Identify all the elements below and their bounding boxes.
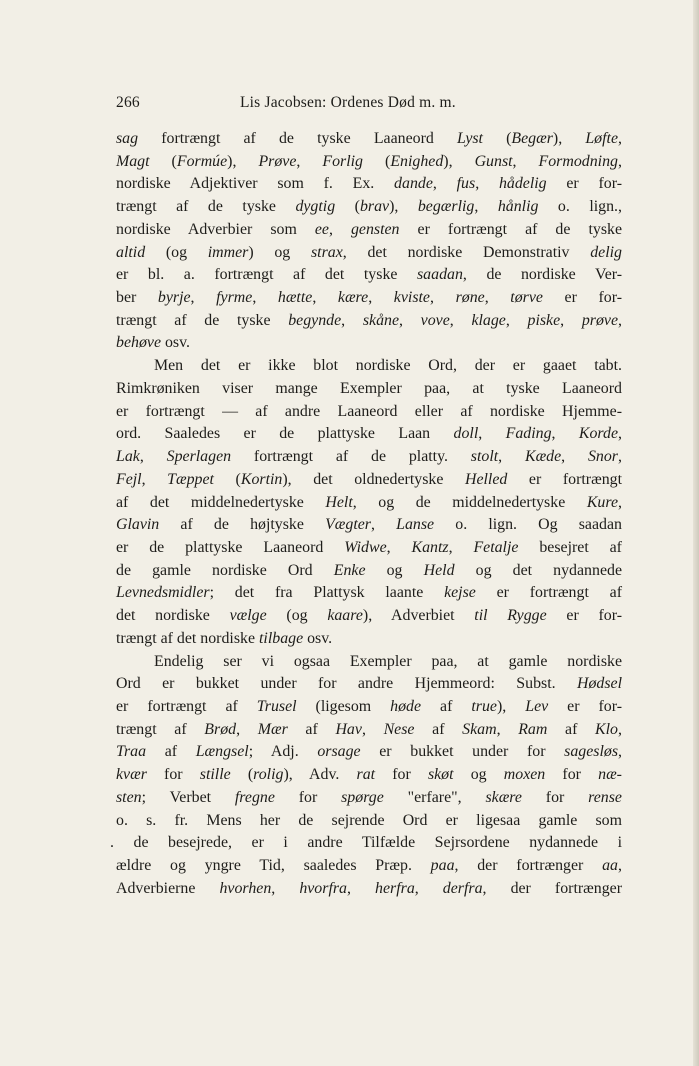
text-run: for xyxy=(545,766,599,784)
text-run: , xyxy=(386,538,412,556)
italic-word: ee xyxy=(314,220,329,238)
text-run: o. lign. Og saadan xyxy=(434,516,622,534)
text-run: ), Adverbiet xyxy=(362,607,475,625)
text-run: for xyxy=(274,788,342,806)
italic-word: Widwe xyxy=(344,538,387,556)
text-run: af xyxy=(414,720,463,738)
italic-word: Enighed xyxy=(390,152,444,170)
italic-word: orsage xyxy=(317,743,361,761)
text-line xyxy=(116,628,622,651)
italic-word: dande xyxy=(394,175,433,193)
italic-word: hånlig xyxy=(497,198,539,216)
text-run: , xyxy=(498,448,525,466)
text-run: "erfare", xyxy=(383,788,486,806)
text-line xyxy=(116,810,622,833)
text-line xyxy=(116,878,622,901)
italic-word: brav xyxy=(359,198,390,216)
text-run: nordiske Adjektiver som f. Ex. xyxy=(116,175,395,193)
text-run: , xyxy=(512,152,539,170)
italic-word: moxen xyxy=(503,766,546,784)
text-run: , xyxy=(618,311,622,329)
italic-word: doll xyxy=(453,425,479,443)
italic-word: byrje xyxy=(157,289,191,307)
italic-word: Enke xyxy=(333,561,366,579)
text-run: , xyxy=(618,493,622,511)
italic-word: skøt xyxy=(427,766,454,784)
text-run: . de besejrede, er i andre Tilfælde Sejrsordene nydannede i xyxy=(110,834,622,852)
text-run: trængt af de tyske xyxy=(116,311,289,329)
text-line xyxy=(116,332,622,355)
text-run: ; Adj. xyxy=(248,743,318,761)
text-run: er fortrængt af xyxy=(475,584,622,602)
text-run: er fortrængt — af andre Laaneord eller af nordiske Hjemme- xyxy=(116,402,622,420)
italic-word: fus xyxy=(456,175,476,193)
italic-word: Begær xyxy=(511,130,553,147)
italic-word: Løfte xyxy=(585,130,619,147)
text-run: , xyxy=(432,175,457,193)
italic-word: Ram xyxy=(518,720,548,738)
text-run: er de plattyske Laaneord xyxy=(116,538,345,556)
italic-word: Formodning xyxy=(538,152,618,170)
italic-word: Klo xyxy=(595,720,619,738)
text-run: fortrængt af de tyske Laaneord xyxy=(138,130,457,147)
italic-word: dygtig xyxy=(295,198,336,216)
text-run: er for- xyxy=(546,607,622,625)
text-line xyxy=(116,696,622,719)
text-line xyxy=(116,173,622,196)
text-run: , xyxy=(414,879,443,897)
italic-word: kejse xyxy=(444,584,476,602)
text-run: for xyxy=(521,788,589,806)
italic-word: Fejl xyxy=(116,470,142,488)
italic-word: vælge xyxy=(229,607,267,625)
italic-word: Tæppet xyxy=(167,470,214,488)
page-number: 266 xyxy=(116,94,140,111)
italic-word: Sperlagen xyxy=(166,448,232,466)
text-run: , der fortrænger xyxy=(482,879,622,897)
text-line xyxy=(116,423,622,446)
text-run: af xyxy=(547,720,596,738)
text-line xyxy=(116,196,622,219)
text-run: nordiske Adverbier som xyxy=(116,220,315,238)
page-edge xyxy=(693,0,699,1066)
text-run: ( xyxy=(363,152,391,170)
italic-word: immer xyxy=(207,243,249,261)
italic-word: fyrme xyxy=(216,289,253,307)
text-line xyxy=(116,537,622,560)
text-run: , xyxy=(618,448,622,466)
text-run: osv. xyxy=(303,629,333,647)
text-run: , xyxy=(448,538,474,556)
text-run: , xyxy=(296,152,323,170)
text-run: for xyxy=(146,766,200,784)
italic-word: stille xyxy=(199,766,231,784)
italic-word: piske xyxy=(527,311,561,329)
text-run: , xyxy=(551,425,579,443)
text-run: er for- xyxy=(546,175,622,193)
text-run: , xyxy=(429,289,456,307)
italic-word: gensten xyxy=(350,220,400,238)
italic-word: Helt xyxy=(325,493,353,511)
text-run: o. s. fr. Mens her de sejrende Ord er ligesaa gamle som xyxy=(116,811,622,829)
text-line xyxy=(116,264,622,287)
italic-word: prøve xyxy=(581,311,619,329)
text-run: , xyxy=(618,425,622,443)
text-run: ber xyxy=(116,289,158,307)
text-run: Ord er bukket under for andre Hjemmeord: Subst. xyxy=(116,675,577,693)
text-run: er for- xyxy=(542,289,622,307)
italic-word: sten xyxy=(116,788,142,806)
text-run: , xyxy=(478,425,506,443)
italic-word: true xyxy=(471,697,497,715)
italic-word: Kure xyxy=(586,493,619,511)
italic-word: rat xyxy=(356,766,376,784)
italic-word: røne xyxy=(455,289,485,307)
italic-word: hådelig xyxy=(498,175,547,193)
italic-word: klage xyxy=(471,311,506,329)
italic-word: Glavin xyxy=(116,516,160,534)
italic-word: Kantz xyxy=(411,538,449,556)
italic-word: hvorhen xyxy=(219,879,272,897)
text-line xyxy=(116,514,622,537)
italic-word: Hav xyxy=(335,720,362,738)
italic-word: Lanse xyxy=(396,516,435,534)
text-run: , xyxy=(399,311,421,329)
text-run: ældre og yngre Tid, saaledes Præp. xyxy=(116,857,431,874)
text-run: , xyxy=(505,311,528,329)
italic-word: Magt xyxy=(116,152,150,170)
text-run: ( xyxy=(213,470,241,488)
italic-word: sag xyxy=(116,130,139,147)
text-line xyxy=(116,741,622,764)
italic-word: saadan xyxy=(417,266,463,284)
italic-word: kvær xyxy=(116,766,147,784)
text-run: af xyxy=(146,743,196,761)
text-run: og xyxy=(453,766,504,784)
italic-word: tilbage xyxy=(259,629,304,647)
text-run: ( xyxy=(230,766,254,784)
text-line xyxy=(116,355,622,378)
italic-word: kviste xyxy=(393,289,430,307)
text-run: trængt af de tyske xyxy=(116,198,296,216)
text-run: , xyxy=(236,720,258,738)
italic-word: rolig xyxy=(253,766,284,784)
italic-word: begynde xyxy=(288,311,342,329)
text-line xyxy=(116,151,622,174)
text-run: , xyxy=(449,311,472,329)
text-run: ), xyxy=(227,152,259,170)
text-run: , og de middelnedertyske xyxy=(352,493,587,511)
text-line xyxy=(116,787,622,810)
text-run: fortrængt af de platty. xyxy=(231,448,471,466)
text-run: ) og xyxy=(248,243,311,261)
italic-word: strax xyxy=(310,243,343,261)
text-run: ( xyxy=(482,130,512,147)
text-run: de gamle nordiske Ord xyxy=(116,561,334,579)
running-header xyxy=(116,94,620,114)
italic-word: Fading xyxy=(505,425,552,443)
text-run: ( xyxy=(149,152,177,170)
text-run: , xyxy=(139,448,167,466)
text-run: trængt af det nordiske xyxy=(116,629,259,647)
text-line xyxy=(116,401,622,424)
text-run: ), xyxy=(496,697,526,715)
text-run: , xyxy=(618,152,622,170)
italic-word: Gunst xyxy=(474,152,513,170)
text-line xyxy=(116,605,622,628)
text-run: , xyxy=(347,879,376,897)
text-run: af det middelnedertyske xyxy=(116,493,326,511)
text-line xyxy=(110,832,622,855)
italic-word: Korde xyxy=(578,425,619,443)
italic-word: derfra xyxy=(442,879,483,897)
text-run: osv. xyxy=(161,334,190,352)
text-run: ( xyxy=(335,198,360,216)
text-run: Adverbierne xyxy=(116,879,220,897)
text-run: ), det oldnedertyske xyxy=(282,470,465,488)
italic-word: høde xyxy=(390,697,422,715)
italic-word: Lev xyxy=(525,697,549,715)
italic-word: Skam xyxy=(462,720,497,738)
text-run: , xyxy=(312,289,338,307)
body-text xyxy=(110,128,623,900)
text-line xyxy=(116,673,622,696)
text-line xyxy=(116,287,622,310)
text-line xyxy=(116,469,622,492)
italic-word: herfra xyxy=(375,879,415,897)
italic-word: Snor xyxy=(587,448,618,466)
italic-word: skære xyxy=(485,788,522,806)
text-run: det nordiske xyxy=(116,607,230,625)
italic-word: fregne xyxy=(234,788,275,806)
italic-word: Lyst xyxy=(456,130,483,147)
italic-word: til Rygge xyxy=(474,607,547,625)
text-line xyxy=(116,128,622,151)
text-run: Endelig ser vi ogsaa Exempler paa, at gamle nordiske xyxy=(154,652,622,670)
italic-word: Helled xyxy=(464,470,508,488)
text-run: er fortrængt xyxy=(507,470,622,488)
italic-word: Forlig xyxy=(322,152,364,170)
text-run: , xyxy=(484,289,511,307)
text-run: o. lign., xyxy=(538,198,623,216)
text-run: og xyxy=(365,561,424,579)
italic-word: Mær xyxy=(257,720,288,738)
text-run: , xyxy=(252,289,278,307)
text-run: besejret af xyxy=(518,538,622,556)
text-line xyxy=(116,219,622,242)
text-run: er fortrængt af xyxy=(116,697,257,715)
text-run: , xyxy=(370,516,397,534)
text-run: for xyxy=(375,766,428,784)
text-run: , xyxy=(190,289,217,307)
text-run: , xyxy=(474,198,498,216)
italic-word: Kæde xyxy=(524,448,562,466)
italic-word: Trusel xyxy=(256,697,297,715)
text-run: , xyxy=(361,720,384,738)
italic-word: Held xyxy=(423,561,455,579)
text-run: er bukket under for xyxy=(360,743,565,761)
italic-word: hætte xyxy=(277,289,313,307)
text-run: (og xyxy=(145,243,208,261)
italic-word: Vægter xyxy=(325,516,371,534)
italic-word: spørge xyxy=(341,788,384,806)
text-run: , der fortrænger xyxy=(454,857,603,874)
italic-word: næ- xyxy=(598,766,622,784)
italic-word: Traa xyxy=(116,743,147,761)
text-run: , de nordiske Ver- xyxy=(462,266,623,284)
text-run: , xyxy=(328,220,351,238)
text-run: ; Verbet xyxy=(141,788,235,806)
italic-word: kære xyxy=(337,289,369,307)
text-run: ord. Saaledes er de plattyske Laan xyxy=(116,425,454,443)
text-run: , xyxy=(271,879,300,897)
text-run: , xyxy=(475,175,499,193)
text-line xyxy=(116,855,622,878)
text-line xyxy=(116,446,622,469)
italic-word: Fetalje xyxy=(473,538,519,556)
text-line xyxy=(116,719,622,742)
italic-word: tørve xyxy=(510,289,543,307)
text-run: af xyxy=(421,697,472,715)
text-line xyxy=(116,651,622,674)
text-run: Rimkrøniken viser mange Exempler paa, at tyske Laaneord xyxy=(116,379,622,397)
italic-word: aa xyxy=(602,857,618,874)
text-run: , xyxy=(341,311,363,329)
text-run: og det nydannede xyxy=(454,561,622,579)
text-run: , xyxy=(618,857,622,874)
italic-word: kaare xyxy=(327,607,363,625)
text-run: , xyxy=(496,720,519,738)
text-run: er for- xyxy=(548,697,623,715)
text-line xyxy=(116,764,622,787)
text-run: ), Adv. xyxy=(283,766,357,784)
text-run: trængt af xyxy=(116,720,205,738)
text-line xyxy=(116,560,622,583)
italic-word: altid xyxy=(116,243,146,261)
italic-word: Kortin xyxy=(240,470,283,488)
italic-word: Levnedsmidler xyxy=(116,584,210,602)
italic-word: Prøve xyxy=(258,152,297,170)
italic-word: Nese xyxy=(383,720,415,738)
text-run: ), xyxy=(443,152,475,170)
italic-word: Formúe xyxy=(176,152,228,170)
text-run: , xyxy=(618,130,622,147)
italic-word: Længsel xyxy=(195,743,249,761)
text-run: , xyxy=(618,743,623,761)
italic-word: Hødsel xyxy=(576,675,622,693)
text-run: af de højtyske xyxy=(159,516,326,534)
text-run: ), xyxy=(552,130,586,147)
text-run: , xyxy=(561,448,588,466)
text-line xyxy=(116,582,622,605)
running-title: Lis Jacobsen: Ordenes Død m. m. xyxy=(240,94,456,111)
text-run: , xyxy=(618,720,622,738)
italic-word: stolt xyxy=(470,448,499,466)
text-line xyxy=(116,378,622,401)
text-run: , xyxy=(560,311,582,329)
italic-word: vove xyxy=(420,311,450,329)
italic-word: skåne xyxy=(362,311,400,329)
italic-word: hvorfra xyxy=(299,879,347,897)
text-run: er fortrængt af de tyske xyxy=(399,220,623,238)
italic-word: behøve xyxy=(116,334,161,352)
text-run: Men det er ikke blot nordiske Ord, der er gaaet tabt. xyxy=(154,357,622,375)
italic-word: begærlig xyxy=(417,198,475,216)
text-run: , det nordiske Demonstrativ xyxy=(342,243,591,261)
text-run: , xyxy=(141,470,168,488)
italic-word: paa xyxy=(430,857,455,874)
italic-word: Brød xyxy=(204,720,237,738)
text-run: ), xyxy=(389,198,418,216)
text-line xyxy=(116,242,622,265)
italic-word: delig xyxy=(590,243,622,261)
text-run: af xyxy=(287,720,336,738)
italic-word: sagesløs xyxy=(564,743,619,761)
text-line xyxy=(116,492,622,515)
italic-word: rense xyxy=(588,788,622,806)
text-line xyxy=(116,310,622,333)
text-run: (og xyxy=(266,607,328,625)
text-run: , xyxy=(368,289,394,307)
text-run: ; det fra Plattysk laante xyxy=(209,584,445,602)
text-run: er bl. a. fortrængt af det tyske xyxy=(116,266,417,284)
text-run: (ligesom xyxy=(296,697,391,715)
italic-word: Lak xyxy=(116,448,140,466)
